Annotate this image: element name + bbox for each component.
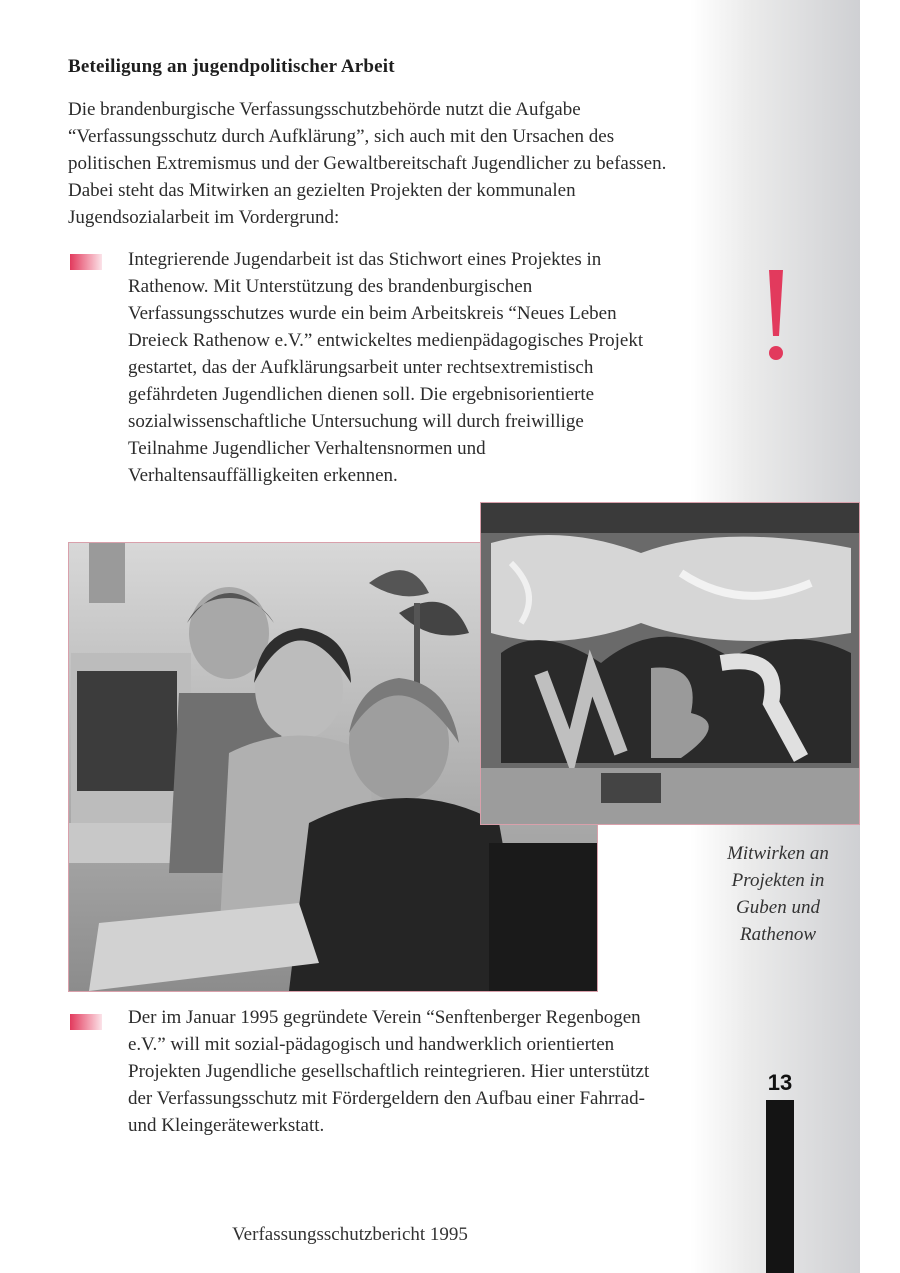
bullet-text-rathenow: Integrierende Jugendarbeit ist das Stichwort eines Projektes in Rathenow. Mit Unterstützung des brandenburgischen Verfassungsschutzes wurde ein beim Arbeitskreis “Neues Leben Dreieck Rathenow e.V.” entwickeltes medienpädagogisches Projekt gestartet, das der Aufklärungsarbeit unter rechtsextremistisch gefährdeten Jugendlichen dienen soll. Die ergebnisorientierte sozialwissenschaftliche Untersuchung will durch freiwillige Teilnahme Jugendlicher Verhaltensnormen und Verhaltensauffälligkeiten erkennen. <box>128 249 644 486</box>
intro-paragraph: Die brandenburgische Verfassungsschutzbehörde nutzt die Aufgabe “Verfassungsschutz durch Aufklärung”, sich auch mit den Ursachen des politischen Extremismus und der Gewaltbereitschaft Jugendlicher zu befassen. Dabei steht das Mitwirken an gezielten Projekten der kommunalen Jugendsozialarbeit im Vordergrund: <box>68 99 667 228</box>
pink-square-bullet-icon <box>70 1014 102 1030</box>
section-heading: Beteiligung an jugendpolitischer Arbeit <box>68 56 395 77</box>
page-number-bar <box>766 1100 794 1273</box>
photo-graffiti-wall <box>480 502 860 825</box>
page-number: 13 <box>767 1070 793 1095</box>
pink-square-bullet-icon <box>70 254 102 270</box>
exclamation-icon <box>758 268 794 368</box>
photo-caption: Mitwirken an Projekten in Guben und Rathenow <box>727 843 829 945</box>
page-footer: Verfassungsschutzbericht 1995 <box>232 1224 468 1245</box>
bullet-text-senftenberg: Der im Januar 1995 gegründete Verein “Senftenberger Regenbogen e.V.” will mit sozial-pädagogisch und handwerklich orientierten Projekten Jugendliche gesellschaftlich reintegrieren. Hier unterstützt der Verfassungsschutz mit Fördergeldern den Aufbau einer Fahrrad- und Kleingerätewerkstatt. <box>128 1007 650 1136</box>
